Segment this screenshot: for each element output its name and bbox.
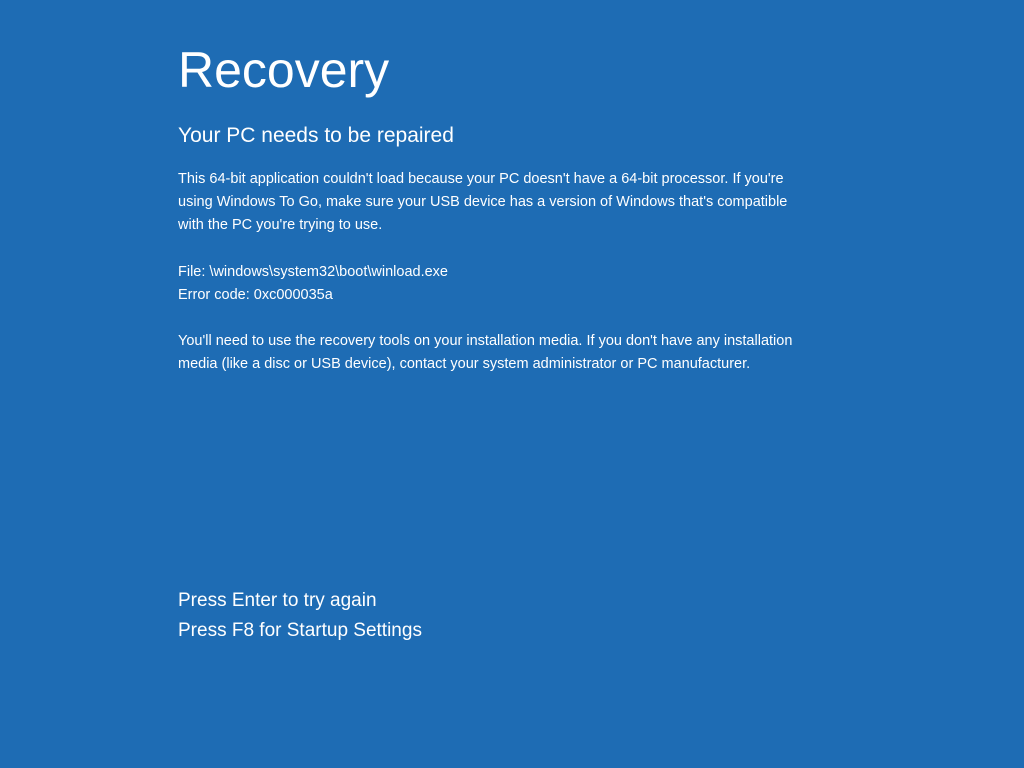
recovery-note-block <box>178 330 878 376</box>
page-title: Recovery <box>178 42 390 98</box>
page-subtitle: Your PC needs to be repaired <box>178 124 454 147</box>
action-list <box>178 586 422 646</box>
action-press-enter[interactable]: Press Enter to try again <box>178 590 377 611</box>
error-description: This 64-bit application couldn't load because your PC doesn't have a 64-bit processor. If you're using Windows To Go, make sure your USB device has a version of Windows that's compatible with the PC you're trying to use. <box>178 171 788 233</box>
recovery-content <box>178 40 878 376</box>
action-press-f8[interactable]: Press F8 for Startup Settings <box>178 620 422 641</box>
error-code-line: Error code: 0xc000035a <box>178 287 333 303</box>
error-file-line: File: \windows\system32\boot\winload.exe <box>178 264 448 280</box>
recovery-note: You'll need to use the recovery tools on your installation media. If you don't have any installation media (like a disc or USB device), contact your system administrator or PC manufacturer. <box>178 333 793 372</box>
error-details <box>178 261 878 307</box>
